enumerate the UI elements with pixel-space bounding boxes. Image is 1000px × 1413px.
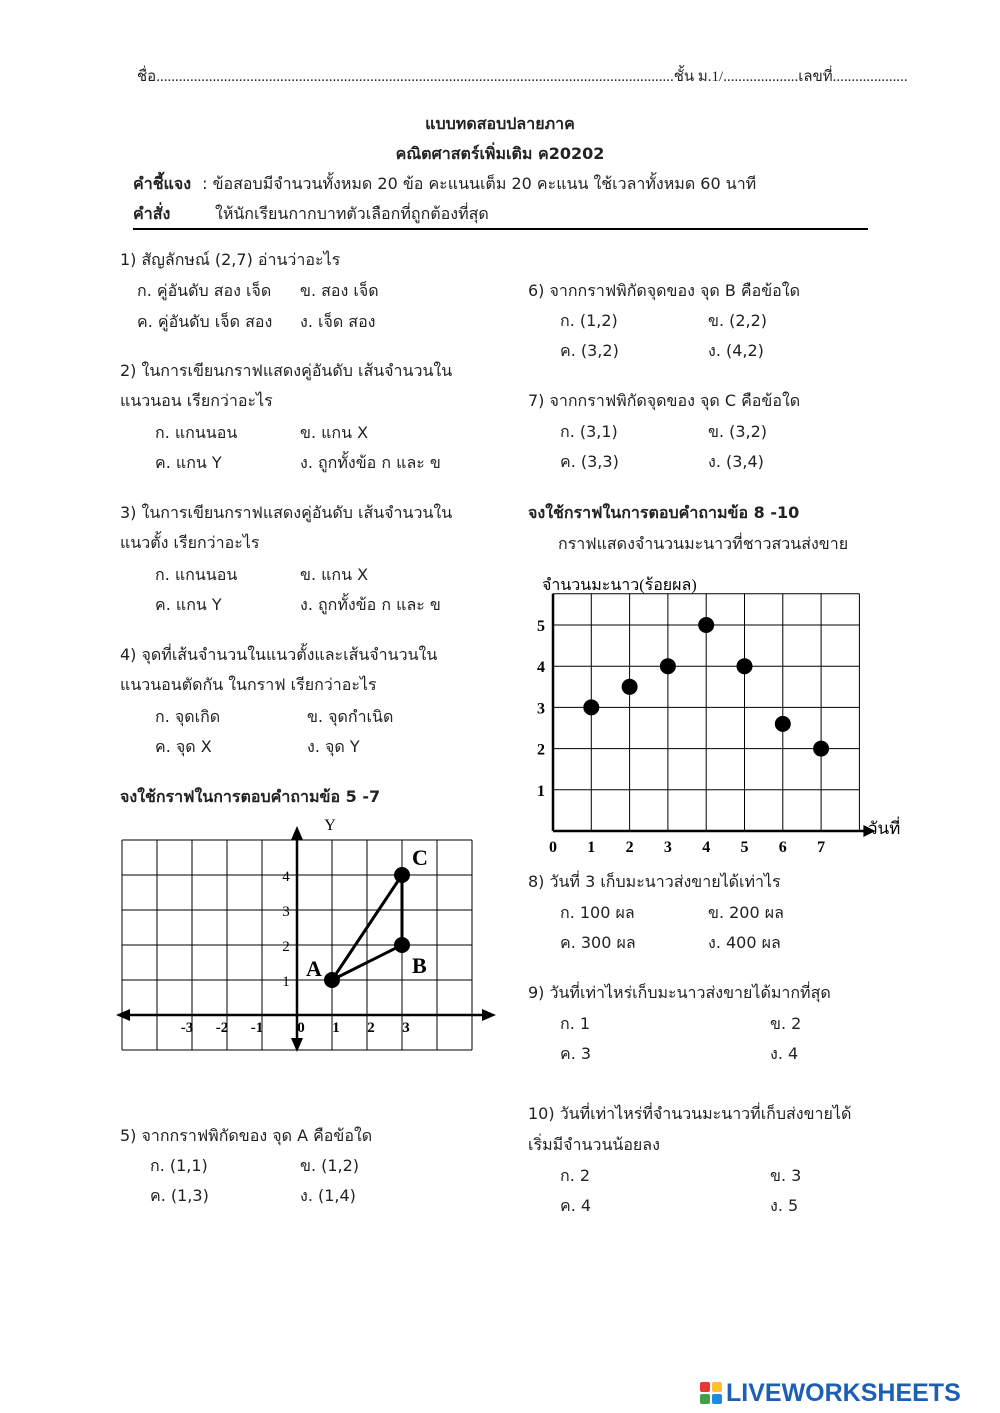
exam-subtitle: คณิตศาสตร์เพิ่มเติม ค20202 <box>395 144 605 163</box>
point-label-b: B <box>412 953 427 978</box>
y-axis-arrow-up-icon <box>291 826 303 840</box>
q1-option-a[interactable]: ก. คู่อันดับ สอง เจ็ด <box>137 281 272 300</box>
q4-option-d[interactable]: ง. จุด Y <box>307 737 360 756</box>
q7-option-a[interactable]: ก. (3,1) <box>560 422 618 441</box>
q5-option-b[interactable]: ข. (1,2) <box>300 1156 360 1175</box>
header-divider <box>133 228 868 230</box>
x-axis-arrow-right-icon <box>482 1009 496 1021</box>
q3-option-c[interactable]: ค. แกน Y <box>155 595 222 614</box>
y-tick-label: 1 <box>282 974 290 990</box>
x-tick-label: 1 <box>332 1020 340 1036</box>
q2-option-b[interactable]: ข. แกน X <box>300 423 369 442</box>
q5-option-a[interactable]: ก. (1,1) <box>150 1156 208 1175</box>
y-tick-label: 4 <box>282 869 290 885</box>
data-point <box>775 716 791 732</box>
q6-text: 6) จากกราฟพิกัดจุดของ จุด B คือข้อใด <box>528 281 800 300</box>
point-b <box>394 937 410 953</box>
data-point <box>622 679 638 695</box>
q10-text-line1: 10) วันที่เท่าไหร่ที่จำนวนมะนาวที่เก็บส่งขายได้ <box>528 1104 852 1123</box>
x-tick-label: 3 <box>402 1020 410 1036</box>
number-field[interactable]: .................... <box>832 69 908 85</box>
point-a <box>324 972 340 988</box>
y-tick-label: 3 <box>537 700 545 718</box>
q8-text: 8) วันที่ 3 เก็บมะนาวส่งขายได้เท่าไร <box>528 872 781 891</box>
data-point <box>660 658 676 674</box>
q6-option-d[interactable]: ง. (4,2) <box>708 341 764 360</box>
q8-option-b[interactable]: ข. 200 ผล <box>708 903 784 922</box>
q3-option-b[interactable]: ข. แกน X <box>300 565 369 584</box>
q2-option-d[interactable]: ง. ถูกทั้งข้อ ก และ ข <box>300 453 441 472</box>
q8-option-d[interactable]: ง. 400 ผล <box>708 933 781 952</box>
q9-option-c[interactable]: ค. 3 <box>560 1044 592 1063</box>
y-axis-title: จำนวนมะนาว(ร้อยผล) <box>542 577 697 594</box>
order-label: คำสั่ง <box>133 204 171 223</box>
q2-option-a[interactable]: ก. แกนนอน <box>155 423 238 442</box>
q7-option-d[interactable]: ง. (3,4) <box>708 452 764 471</box>
point-label-c: C <box>412 845 428 870</box>
y-tick-label: 2 <box>537 741 545 759</box>
lime-sales-graph <box>520 568 915 863</box>
q4-option-a[interactable]: ก. จุดเกิด <box>155 707 221 726</box>
section-8-10-heading: จงใช้กราฟในการตอบคำถามข้อ 8 -10 <box>528 503 800 522</box>
q7-text: 7) จากกราฟพิกัดจุดของ จุด C คือข้อใด <box>528 391 801 410</box>
q5-option-c[interactable]: ค. (1,3) <box>150 1186 209 1205</box>
q9-option-b[interactable]: ข. 2 <box>770 1014 802 1033</box>
name-line <box>137 64 908 88</box>
y-tick-label: 2 <box>282 939 290 955</box>
x-tick-label: 4 <box>702 839 711 856</box>
x-tick-label: 0 <box>549 839 557 856</box>
q9-text: 9) วันที่เท่าไหร่เก็บมะนาวส่งขายได้มากที่สุด <box>528 983 831 1002</box>
q7-option-c[interactable]: ค. (3,3) <box>560 452 619 471</box>
liveworksheets-logo[interactable] <box>700 1378 961 1408</box>
q10-text-line2: เริ่มมีจำนวนน้อยลง <box>528 1135 660 1154</box>
y-tick-label: 5 <box>537 618 545 635</box>
q9-option-d[interactable]: ง. 4 <box>770 1044 799 1063</box>
x-tick-label: 1 <box>587 839 596 856</box>
q10-option-c[interactable]: ค. 4 <box>560 1196 592 1215</box>
q4-option-b[interactable]: ข. จุดกำเนิด <box>307 707 394 726</box>
logo-square-icon <box>700 1394 710 1404</box>
y-axis-label: Y <box>324 817 336 834</box>
logo-mark-icon <box>700 1382 722 1404</box>
section-5-7-heading: จงใช้กราฟในการตอบคำถามข้อ 5 -7 <box>120 787 381 806</box>
x-tick-label: -2 <box>215 1020 229 1036</box>
q6-option-a[interactable]: ก. (1,2) <box>560 311 618 330</box>
q5-text: 5) จากกราฟพิกัดของ จุด A คือข้อใด <box>120 1126 373 1145</box>
q1-option-b[interactable]: ข. สอง เจ็ด <box>300 281 379 300</box>
q5-option-d[interactable]: ง. (1,4) <box>300 1186 356 1205</box>
q9-option-a[interactable]: ก. 1 <box>560 1014 591 1033</box>
class-field[interactable]: .................... <box>723 69 799 85</box>
q4-option-c[interactable]: ค. จุด X <box>155 737 212 756</box>
q1-option-d[interactable]: ง. เจ็ด สอง <box>300 312 376 331</box>
q7-option-b[interactable]: ข. (3,2) <box>708 422 768 441</box>
q8-option-c[interactable]: ค. 300 ผล <box>560 933 636 952</box>
q10-option-d[interactable]: ง. 5 <box>770 1196 799 1215</box>
data-point <box>737 658 753 674</box>
data-point <box>813 741 829 757</box>
q8-option-a[interactable]: ก. 100 ผล <box>560 903 635 922</box>
y-tick-label: 1 <box>537 782 545 800</box>
explain-label: คำชี้แจง <box>133 174 192 193</box>
name-field[interactable]: .......................................................................................................................................... <box>156 69 674 85</box>
q3-text-line1: 3) ในการเขียนกราฟแสดงคู่อันดับ เส้นจำนวนใน <box>120 503 453 522</box>
q4-text-line2: แนวนอนตัดกัน ในกราฟ เรียกว่าอะไร <box>120 675 377 694</box>
lime-graph-caption: กราฟแสดงจำนวนมะนาวที่ชาวสวนส่งขาย <box>558 534 849 553</box>
y-tick-label: 3 <box>282 904 290 920</box>
data-point <box>698 617 714 633</box>
order-text: ให้นักเรียนกากบาทตัวเลือกที่ถูกต้องที่สุด <box>215 204 489 223</box>
order-row <box>133 202 170 227</box>
explain-text: : ข้อสอบมีจำนวนทั้งหมด 20 ข้อ คะแนนเต็ม 20 คะแนน ใช้เวลาทั้งหมด 60 นาที <box>202 174 757 193</box>
logo-square-icon <box>700 1382 710 1392</box>
point-label-a: A <box>306 956 322 981</box>
x-tick-label: 7 <box>817 839 826 856</box>
x-tick-label: -3 <box>180 1020 194 1036</box>
data-point <box>583 699 599 715</box>
class-label: ชั้น ม.1/ <box>673 69 724 85</box>
name-label: ชื่อ <box>137 69 157 85</box>
q2-text-line1: 2) ในการเขียนกราฟแสดงคู่อันดับ เส้นจำนวนใน <box>120 361 453 380</box>
number-label: เลขที่ <box>798 69 833 85</box>
q1-option-c[interactable]: ค. คู่อันดับ เจ็ด สอง <box>137 312 273 331</box>
q2-text-line2: แนวนอน เรียกว่าอะไร <box>120 391 273 410</box>
x-tick-label: 6 <box>778 839 787 856</box>
x-tick-label: 3 <box>663 839 672 856</box>
exam-title: แบบทดสอบปลายภาค <box>425 114 575 133</box>
q2-option-c[interactable]: ค. แกน Y <box>155 453 222 472</box>
x-tick-label: 5 <box>740 839 749 856</box>
q10-option-b[interactable]: ข. 3 <box>770 1166 802 1185</box>
q10-option-a[interactable]: ก. 2 <box>560 1166 591 1185</box>
logo-square-icon <box>712 1382 722 1392</box>
explain-row <box>133 172 756 197</box>
q3-option-a[interactable]: ก. แกนนอน <box>155 565 238 584</box>
x-tick-label: 2 <box>625 839 634 856</box>
q4-text-line1: 4) จุดที่เส้นจำนวนในแนวตั้งและเส้นจำนวนใน <box>120 645 438 664</box>
x-tick-label: -1 <box>250 1020 264 1036</box>
x-tick-label: 0 <box>297 1020 305 1036</box>
x-axis-arrow-left-icon <box>116 1009 130 1021</box>
q3-text-line2: แนวตั้ง เรียกว่าอะไร <box>120 533 260 552</box>
x-tick-label: 2 <box>367 1020 375 1036</box>
q6-option-b[interactable]: ข. (2,2) <box>708 311 768 330</box>
logo-square-icon <box>712 1394 722 1404</box>
coordinate-graph-abc <box>110 812 500 1097</box>
x-axis-title: วันที่ <box>868 819 901 838</box>
q6-option-c[interactable]: ค. (3,2) <box>560 341 619 360</box>
q3-option-d[interactable]: ง. ถูกทั้งข้อ ก และ ข <box>300 595 441 614</box>
logo-text: LIVEWORKSHEETS <box>726 1378 961 1407</box>
y-tick-label: 4 <box>537 659 545 677</box>
point-c <box>394 867 410 883</box>
q1-text: 1) สัญลักษณ์ (2,7) อ่านว่าอะไร <box>120 250 341 269</box>
